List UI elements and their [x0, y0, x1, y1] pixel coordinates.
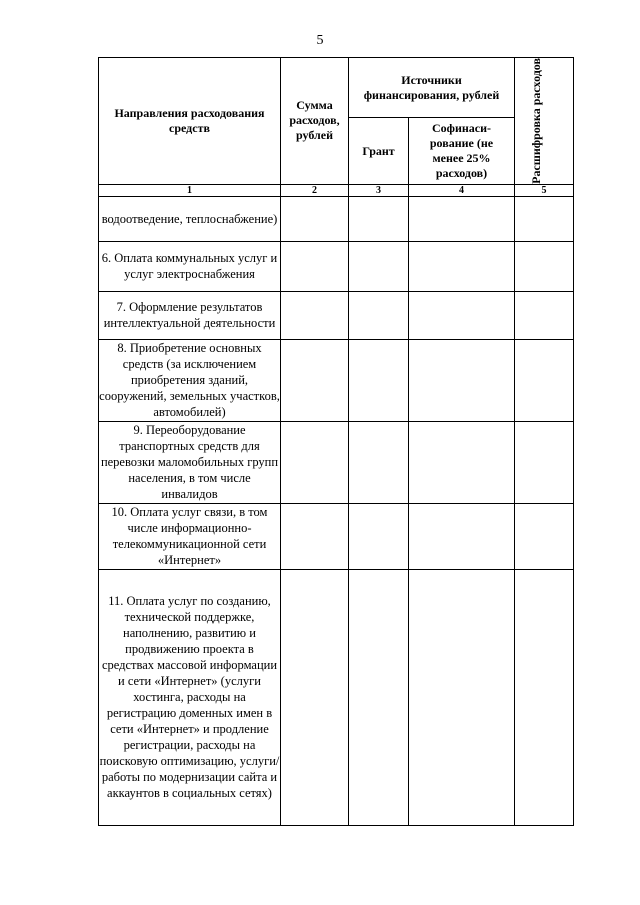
column-numbers-row	[99, 184, 574, 196]
row-cofinancing-cell	[409, 421, 515, 503]
row-cofinancing-cell	[409, 291, 515, 339]
table-row	[99, 339, 574, 421]
row-breakdown-cell	[515, 339, 574, 421]
header-cofinancing: Софинаси-рование (не менее 25% расходов)	[409, 118, 515, 184]
table-row	[99, 569, 574, 825]
row-direction: 11. Оплата услуг по созданию, технической поддержке, наполнению, развитию и продвижению проекта в средствах массовой информации и сети «Интернет» (услуги хостинга, расходы на регистрацию доменных имен в сети «Интернет» и продление регистрации, расходы на поисковую оптимизацию, услуги/работы по модернизации сайта и аккаунтов в социальных сетях)	[99, 569, 281, 825]
row-sum-cell	[281, 291, 349, 339]
row-breakdown-cell	[515, 196, 574, 241]
header-grant: Грант	[349, 118, 409, 184]
row-direction: 8. Приобретение основных средств (за исключением приобретения зданий, сооружений, земельных участков, автомобилей)	[99, 341, 280, 420]
row-grant-cell	[349, 569, 409, 825]
table-row	[99, 503, 574, 569]
column-number: 2	[281, 184, 349, 196]
row-grant-cell	[349, 339, 409, 421]
column-number: 1	[99, 184, 281, 196]
header-breakdown: Расшифровка расходов	[529, 58, 544, 184]
row-direction: 7. Оформление результатов интеллектуальной деятельности	[99, 291, 281, 339]
row-breakdown-cell	[515, 569, 574, 825]
row-direction: 6. Оплата коммунальных услуг и услуг электроснабжения	[99, 241, 281, 291]
header-sum: Сумма расходов, рублей	[281, 58, 349, 185]
row-cofinancing-cell	[409, 196, 515, 241]
row-breakdown-cell	[515, 241, 574, 291]
header-breakdown-cell	[515, 58, 574, 185]
row-sum-cell	[281, 196, 349, 241]
column-number: 3	[349, 184, 409, 196]
row-grant-cell	[349, 196, 409, 241]
column-number: 4	[409, 184, 515, 196]
row-cofinancing-cell	[409, 503, 515, 569]
column-number: 5	[515, 184, 574, 196]
row-grant-cell	[349, 503, 409, 569]
row-breakdown-cell	[515, 503, 574, 569]
row-breakdown-cell	[515, 421, 574, 503]
row-cofinancing-cell	[409, 241, 515, 291]
header-direction: Направления расходования средств	[99, 58, 281, 185]
expense-table	[98, 57, 574, 826]
row-sum-cell	[281, 421, 349, 503]
table-row	[99, 196, 574, 241]
row-sum-cell	[281, 339, 349, 421]
table-row	[99, 291, 574, 339]
row-sum-cell	[281, 241, 349, 291]
row-sum-cell	[281, 569, 349, 825]
row-cofinancing-cell	[409, 339, 515, 421]
row-grant-cell	[349, 421, 409, 503]
header-sources: Источники финансирования, рублей	[349, 58, 515, 118]
row-breakdown-cell	[515, 291, 574, 339]
row-grant-cell	[349, 241, 409, 291]
table-row	[99, 421, 574, 503]
table-row	[99, 241, 574, 291]
row-direction: водоотведение, теплоснабжение)	[99, 196, 281, 241]
row-cofinancing-cell	[409, 569, 515, 825]
row-sum-cell	[281, 503, 349, 569]
row-grant-cell	[349, 291, 409, 339]
row-direction: 10. Оплата услуг связи, в том числе информационно-телекоммуникационной сети «Интернет»	[99, 503, 281, 569]
header-row-1	[99, 58, 574, 118]
page-number: 5	[316, 33, 324, 48]
row-direction: 9. Переоборудование транспортных средств для перевозки маломобильных групп населения, в том числе инвалидов	[99, 421, 281, 503]
